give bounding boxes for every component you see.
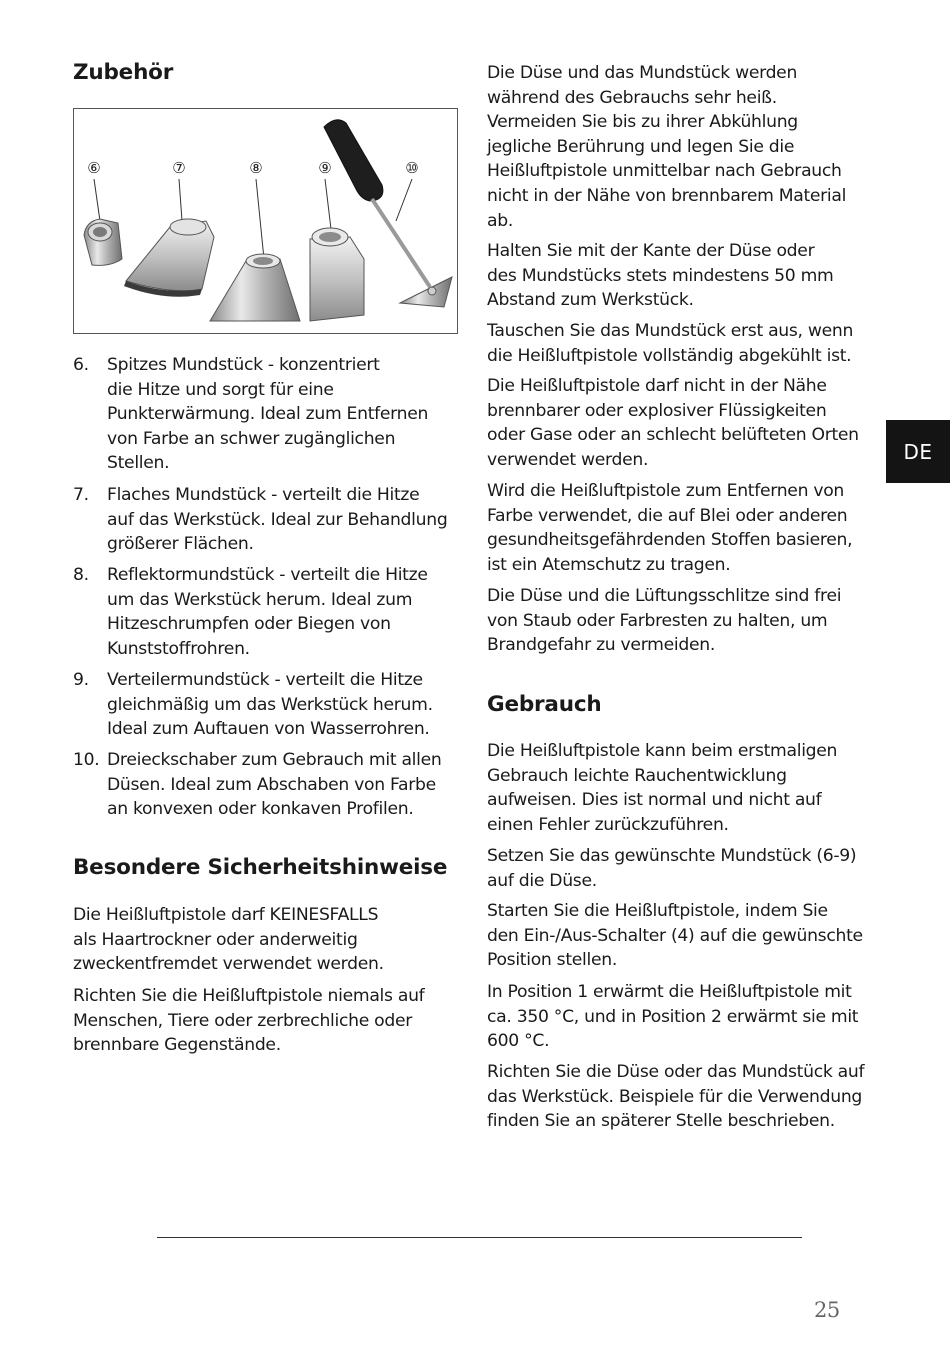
- text-line: Die Düse und das Mundstück werden: [487, 63, 798, 83]
- text-line: von Staub oder Farbresten zu halten, um: [487, 610, 828, 631]
- list-line: größerer Flächen.: [107, 534, 254, 555]
- label-10: ⑩: [405, 159, 419, 177]
- warning-paragraph: [487, 239, 879, 313]
- text-line: Starten Sie die Heißluftpistole, indem Sie: [487, 901, 828, 921]
- text-line: zweckentfremdet verwendet werden.: [73, 954, 384, 975]
- text-line: 600 °C.: [487, 1031, 550, 1052]
- accessories-illustration: [74, 109, 459, 335]
- text-line: brennbare Gegenstände.: [73, 1035, 281, 1056]
- list-line: Hitzeschrumpfen oder Biegen von: [107, 614, 391, 635]
- text-line: Tauschen Sie das Mundstück erst aus, wenn: [487, 321, 854, 341]
- label-7: ⑦: [172, 159, 186, 177]
- reflector-nozzle-icon: [210, 254, 300, 321]
- footer-divider: [157, 1237, 802, 1238]
- text-line: Wird die Heißluftpistole zum Entfernen von: [487, 481, 845, 501]
- text-line: verwendet werden.: [487, 449, 649, 470]
- text-line: Brandgefahr zu vermeiden.: [487, 635, 716, 656]
- text-line: Die Heißluftpistole darf KEINESFALLS: [73, 905, 379, 925]
- text-line: oder Gase oder an schlecht belüfteten Orten: [487, 425, 859, 446]
- list-line: an konvexen oder konkaven Profilen.: [107, 799, 414, 820]
- safety-paragraph: [73, 903, 465, 977]
- text-line: Position stellen.: [487, 950, 618, 971]
- list-number: 7.: [73, 485, 89, 505]
- text-line: finden Sie an späterer Stelle beschrieben.: [487, 1111, 835, 1132]
- text-line: einen Fehler zurückzuführen.: [487, 814, 729, 835]
- label-6: ⑥: [87, 159, 101, 177]
- list-line: Ideal zum Auftauen von Wasserrohren.: [107, 719, 430, 740]
- text-line: als Haartrockner oder anderweitig: [73, 929, 358, 950]
- text-line: Die Heißluftpistole kann beim erstmaligen: [487, 741, 838, 761]
- usage-paragraph: [487, 899, 879, 973]
- usage-paragraph: [487, 980, 879, 1054]
- list-line: Verteilermundstück - verteilt die Hitze: [107, 670, 423, 690]
- text-line: den Ein-/Aus-Schalter (4) auf die gewünschte: [487, 925, 863, 946]
- list-line: um das Werkstück herum. Ideal zum: [107, 589, 413, 610]
- list-line: auf das Werkstück. Ideal zur Behandlung: [107, 509, 448, 530]
- text-line: brennbarer oder explosiver Flüssigkeiten: [487, 400, 827, 421]
- text-line: Vermeiden Sie bis zu ihrer Abkühlung: [487, 112, 798, 133]
- list-line: Reflektormundstück - verteilt die Hitze: [107, 565, 428, 585]
- list-line: Düsen. Ideal zum Abschaben von Farbe: [107, 774, 436, 795]
- list-number: 6.: [73, 355, 89, 375]
- text-line: auf die Düse.: [487, 870, 597, 891]
- text-line: während des Gebrauchs sehr heiß.: [487, 87, 777, 108]
- list-line: die Hitze und sorgt für eine: [107, 379, 334, 400]
- flat-nozzle-icon: [124, 219, 214, 297]
- text-line: Abstand zum Werkstück.: [487, 290, 694, 311]
- label-9: ⑨: [318, 159, 332, 177]
- safety-paragraph: [73, 984, 465, 1058]
- warning-paragraph: [487, 584, 879, 658]
- heading-safety: Besondere Sicherheitshinweise: [73, 855, 448, 880]
- spreader-nozzle-icon: [310, 228, 364, 321]
- usage-paragraph: [487, 739, 879, 837]
- text-line: Richten Sie die Düse oder das Mundstück auf: [487, 1062, 865, 1082]
- text-line: Menschen, Tiere oder zerbrechliche oder: [73, 1010, 413, 1031]
- text-line: Die Heißluftpistole darf nicht in der Nähe: [487, 376, 827, 396]
- text-line: die Heißluftpistole vollständig abgekühlt ist.: [487, 345, 852, 366]
- list-line: gleichmäßig um das Werkstück herum.: [107, 694, 433, 715]
- heading-accessories: Zubehör: [73, 60, 174, 85]
- language-tab: DE: [886, 420, 950, 483]
- warning-paragraph: [487, 319, 879, 368]
- text-line: des Mundstücks stets mindestens 50 mm: [487, 265, 834, 286]
- accessories-figure: [73, 108, 458, 334]
- text-line: Heißluftpistole unmittelbar nach Gebrauch: [487, 161, 842, 182]
- text-line: das Werkstück. Beispiele für die Verwendung: [487, 1086, 863, 1107]
- text-line: Richten Sie die Heißluftpistole niemals auf: [73, 986, 425, 1006]
- usage-paragraph: [487, 844, 879, 893]
- text-line: Halten Sie mit der Kante der Düse oder: [487, 241, 815, 261]
- text-line: Setzen Sie das gewünschte Mundstück (6-9): [487, 846, 857, 866]
- text-line: nicht in der Nähe von brennbarem Material: [487, 185, 847, 206]
- warning-paragraph: [487, 479, 879, 577]
- text-line: gesundheitsgefährdenden Stoffen basieren,: [487, 530, 853, 551]
- list-line: von Farbe an schwer zugänglichen: [107, 428, 396, 449]
- text-line: ist ein Atemschutz zu tragen.: [487, 554, 731, 575]
- list-number: 10.: [73, 750, 100, 770]
- text-line: ab.: [487, 210, 514, 231]
- list-line: Dreieckschaber zum Gebrauch mit allen: [107, 750, 442, 770]
- text-line: jegliche Berührung und legen Sie die: [487, 136, 795, 157]
- list-line: Stellen.: [107, 453, 170, 474]
- page-number: 25: [814, 1298, 840, 1322]
- text-line: ca. 350 °C, und in Position 2 erwärmt sie mit: [487, 1006, 859, 1027]
- label-8: ⑧: [249, 159, 263, 177]
- list-number: 8.: [73, 565, 89, 585]
- list-number: 9.: [73, 670, 89, 690]
- text-line: Farbe verwendet, die auf Blei oder anderen: [487, 505, 848, 526]
- text-line: In Position 1 erwärmt die Heißluftpistole mit: [487, 982, 852, 1002]
- usage-paragraph: [487, 1060, 879, 1134]
- pointed-nozzle-icon: [84, 219, 122, 265]
- text-line: Gebrauch leichte Rauchentwicklung: [487, 765, 787, 786]
- list-line: Kunststoffrohren.: [107, 638, 250, 659]
- text-line: Die Düse und die Lüftungsschlitze sind frei: [487, 586, 842, 606]
- list-line: Flaches Mundstück - verteilt die Hitze: [107, 485, 420, 505]
- list-line: Spitzes Mundstück - konzentriert: [107, 355, 380, 375]
- heading-usage: Gebrauch: [487, 692, 602, 717]
- warning-paragraph: [487, 61, 879, 233]
- text-line: aufweisen. Dies ist normal und nicht auf: [487, 790, 822, 811]
- warning-paragraph: [487, 374, 879, 472]
- list-line: Punkterwärmung. Ideal zum Entfernen: [107, 404, 429, 425]
